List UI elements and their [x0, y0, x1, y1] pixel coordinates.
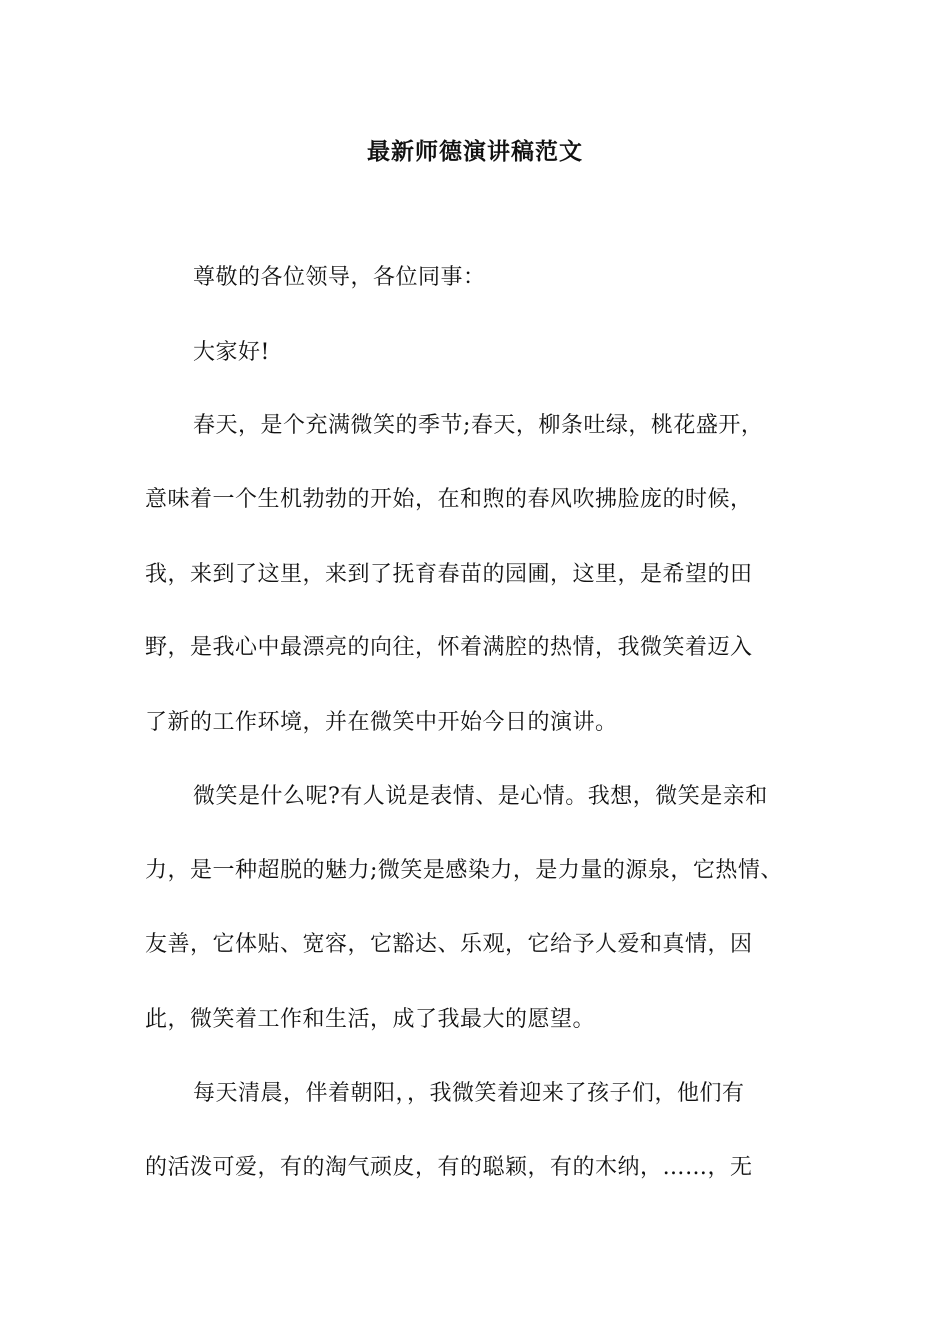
paragraph-1-line-2: 意味着一个生机勃勃的开始，在和煦的春风吹拂脸庞的时候， [145, 487, 753, 512]
paragraph-2-line-1: 微笑是什么呢?有人说是表情、是心情。我想，微笑是亲和 [193, 784, 768, 809]
document-title: 最新师德演讲稿范文 [367, 138, 583, 165]
text-line-greeting: 大家好! [193, 340, 270, 365]
paragraph-1-line-1: 春天，是个充满微笑的季节;春天，柳条吐绿，桃花盛开， [193, 413, 764, 438]
paragraph-1-line-3: 我，来到了这里，来到了抚育春苗的园圃，这里，是希望的田 [145, 562, 753, 587]
paragraph-2-line-4: 此，微笑着工作和生活，成了我最大的愿望。 [145, 1007, 596, 1032]
text-line-salutation: 尊敬的各位领导，各位同事： [193, 265, 486, 290]
paragraph-2-line-3: 友善，它体贴、宽容，它豁达、乐观，它给予人爱和真情，因 [145, 932, 753, 957]
paragraph-2-line-2: 力，是一种超脱的魅力;微笑是感染力，是力量的源泉，它热情、 [145, 858, 783, 883]
paragraph-3-line-2: 的活泼可爱，有的淘气顽皮，有的聪颖，有的木纳，……，无 [145, 1155, 753, 1180]
paragraph-1-line-5: 了新的工作环境，并在微笑中开始今日的演讲。 [145, 710, 618, 735]
paragraph-1-line-4: 野，是我心中最漂亮的向往，怀着满腔的热情，我微笑着迈入 [145, 635, 753, 660]
paragraph-3-line-1: 每天清晨，伴着朝阳，，我微笑着迎来了孩子们，他们有 [193, 1081, 745, 1106]
